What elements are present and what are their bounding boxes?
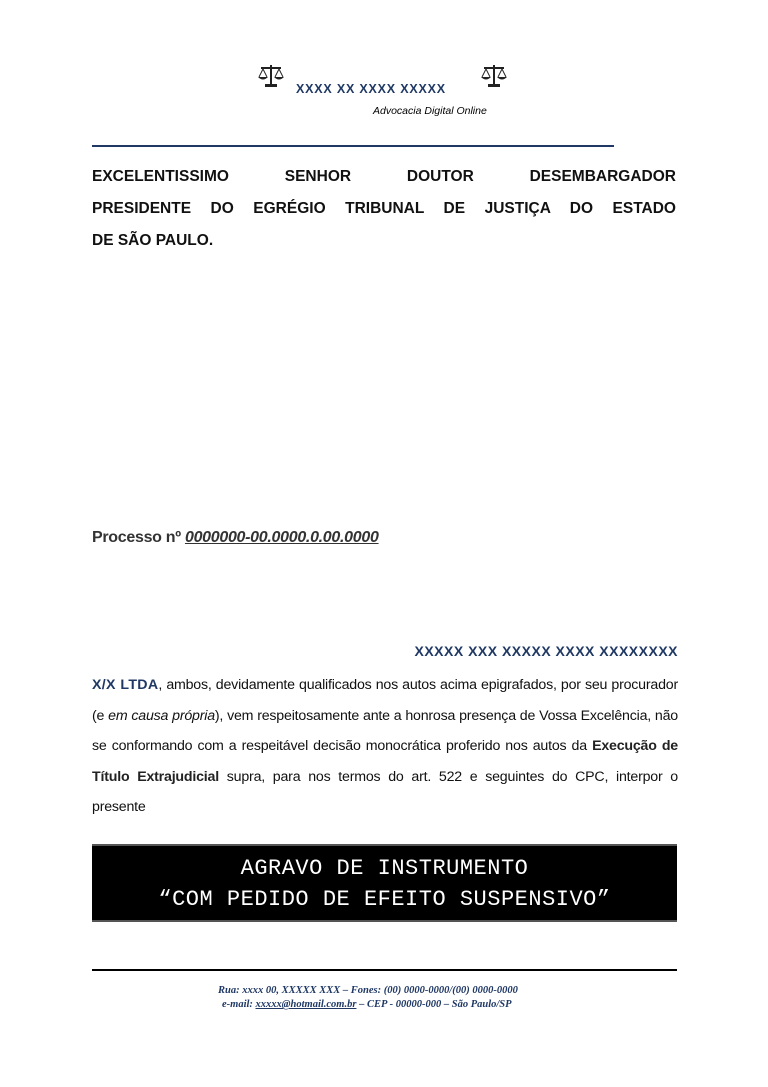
process-number: 0000000-00.0000.0.00.0000 (184, 529, 379, 546)
footer-divider (92, 969, 677, 971)
paragraph-bold: Execução de Título Extrajudicial (92, 738, 678, 785)
document-subtitle: “COM PEDIDO DE EFEITO SUSPENSIVO” (158, 887, 611, 912)
scales-of-justice-icon (481, 63, 507, 89)
footer-address: Rua: xxxx 00, XXXXX XXX – Fones: (00) 0000-0000/(00) 0000-0000 (218, 985, 518, 996)
addressee-word: SENHOR (284, 168, 352, 185)
paragraph-text: supra, para nos termos do art. 522 e seguintes do CPC, interpor o presente (92, 768, 679, 816)
footer-email-label: e-mail: (222, 999, 256, 1010)
firm-subtitle: Advocacia Digital Online (373, 105, 487, 117)
header-divider (92, 145, 614, 147)
process-line (92, 529, 379, 547)
addressee-line-3: DE SÃO PAULO. (92, 232, 214, 249)
paragraph-text: ), vem respeitosamente ante a honrosa presença de Vossa Excelência, não se conformando com a respeitável decisão monocrática proferido nos autos da (92, 707, 678, 755)
scales-of-justice-icon (258, 63, 284, 89)
firm-name: XXXX XX XXXX XXXXX (296, 82, 446, 96)
footer-contact (222, 999, 512, 1010)
paragraph-italic: em causa própria (108, 707, 215, 724)
petition-paragraph (92, 670, 678, 823)
process-label: Processo nº (92, 529, 181, 546)
addressee-word: EXCELENTISSIMO (92, 168, 229, 185)
paragraph-text: , ambos, devidamente qualificados nos autos acima epigrafados, por seu procurador (e (92, 677, 678, 724)
footer-cep-city: – CEP - 00000-000 – São Paulo/SP (356, 999, 512, 1010)
addressee-line-2: PRESIDENTE DO EGRÉGIO TRIBUNAL DE JUSTIÇA DO ESTADO (92, 200, 676, 217)
addressee-word: DOUTOR (406, 168, 474, 185)
addressee-word: DESEMBARGADOR (529, 168, 676, 185)
addressee-line-1 (92, 167, 676, 187)
document-title: AGRAVO DE INSTRUMENTO (240, 856, 529, 881)
company-name: X/X LTDA (92, 677, 159, 693)
document-title-box (92, 844, 677, 922)
footer-email-link[interactable]: xxxxx@hotmail.com.br (255, 999, 357, 1010)
party-names: XXXXX XXX XXXXX XXXX XXXXXXXX (414, 643, 678, 659)
